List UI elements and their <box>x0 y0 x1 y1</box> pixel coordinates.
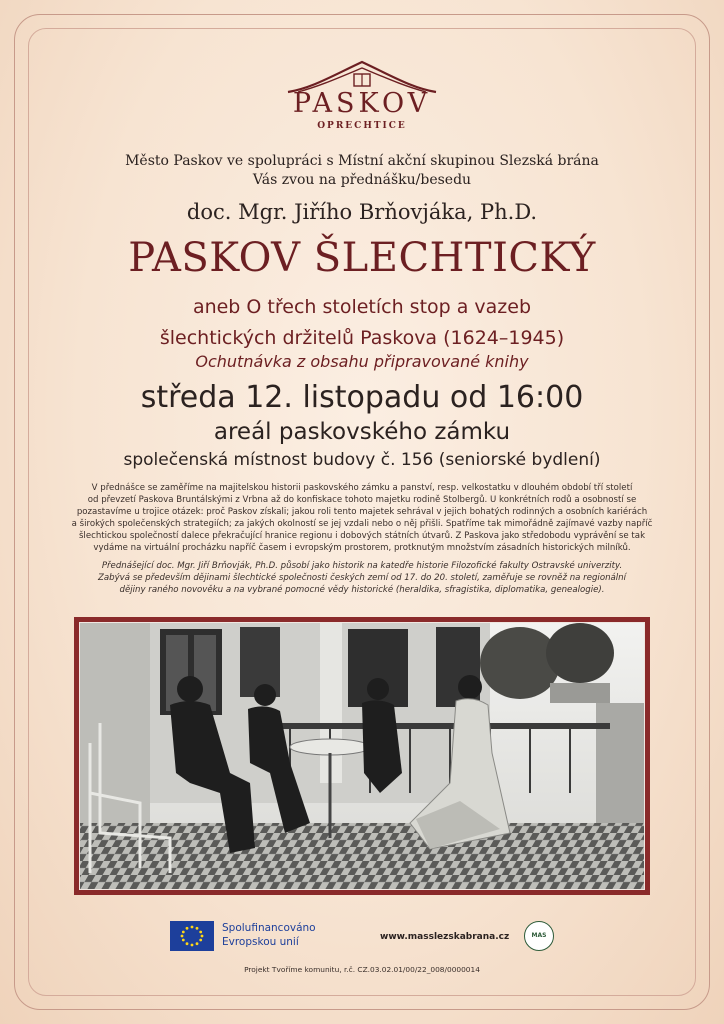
historical-photo <box>79 622 645 890</box>
event-subtitle <box>40 292 684 354</box>
event-tagline: Ochutnávka z obsahu připravované knihy <box>195 352 529 371</box>
eu-flag-icon <box>170 921 214 951</box>
bio-line: Zabývá se především dějinami šlechtické společnosti českých zemí od 17. do 20. století, zaměřuje se rovněž na regionální <box>97 573 627 583</box>
event-title: PASKOV ŠLECHTICKÝ <box>128 235 596 281</box>
eu-label-line-2: Evropskou unií <box>222 936 299 948</box>
project-reference: Projekt Tvoříme komunitu, r.č. CZ.03.02.01/00/22_008/0000014 <box>244 965 480 974</box>
speaker-bio <box>60 560 664 596</box>
footer-logos <box>0 915 724 965</box>
paskov-logo <box>0 58 724 131</box>
subtitle-line-1: aneb O třech stoletích stop a vazeb <box>192 296 532 318</box>
logo-subtitle: OPRECHTICE <box>317 121 407 131</box>
description-line: vydáme na virtuální procházku napříč časem i evropským prostorem, protknutým množstvím zásadních historických milníků. <box>93 543 631 553</box>
event-venue: areál paskovského zámku <box>213 419 511 445</box>
speaker-name: doc. Mgr. Jiřího Brňovjáka, Ph.D. <box>186 200 538 224</box>
mas-logo: MAS <box>524 921 554 951</box>
eu-label-line-1: Spolufinancováno <box>222 922 316 934</box>
description-line: V přednášce se zaměříme na majitelskou historii paskovského zámku a panství, resp. velkostatku v dlouhém období tří století <box>91 483 633 493</box>
event-room: společenská místnost budovy č. 156 (seniorské bydlení) <box>123 450 601 470</box>
logo-wordmark: PASKOV <box>292 88 432 119</box>
website-link[interactable]: www.masslezskabrana.cz <box>380 932 510 942</box>
historical-photo-frame <box>74 617 650 895</box>
event-date: středa 12. listopadu od 16:00 <box>140 380 584 415</box>
description-line: od převzetí Paskova Bruntálskými z Vrbna až do konfiskace tohoto majetku rodině Stolbergů. U konkrétních rodů a osobností se <box>87 495 637 505</box>
description-line: šlechtickou společností dalece překračující hranice regionu i dobových státních útvarů. Z Paskova jako středobodu vyprávění se tak <box>78 531 646 541</box>
bio-line: dějiny raného novověku a na vybrané pomocné vědy historické (heraldika, sfragistika, diplomatika, genealogie). <box>119 585 605 595</box>
description-line: pozastavíme u trojice otázek: proč Paskov získali; jakou roli tento majetek sehrával v jejich bohatých rodinných a osobních kariérách <box>76 507 648 517</box>
intro-text <box>40 152 684 190</box>
bio-line: Přednášející doc. Mgr. Jiří Brňovják, Ph.D. působí jako historik na katedře historie Filozofické fakulty Ostravské univerzity. <box>101 561 623 571</box>
event-description <box>60 482 664 554</box>
eu-cofinanced-label <box>222 921 316 949</box>
intro-line-1: Město Paskov ve spolupráci s Místní akční skupinou Slezská brána <box>125 153 599 169</box>
description-line: a širokých společenských strategiích; za jakých okolností se jej vzdali nebo o něj přišli. Spatříme tak mimořádně zajímavé vazby napříč <box>71 519 653 529</box>
intro-line-2: Vás zvou na přednášku/besedu <box>252 172 472 188</box>
subtitle-line-2: šlechtických držitelů Paskova (1624–1945) <box>159 327 565 349</box>
